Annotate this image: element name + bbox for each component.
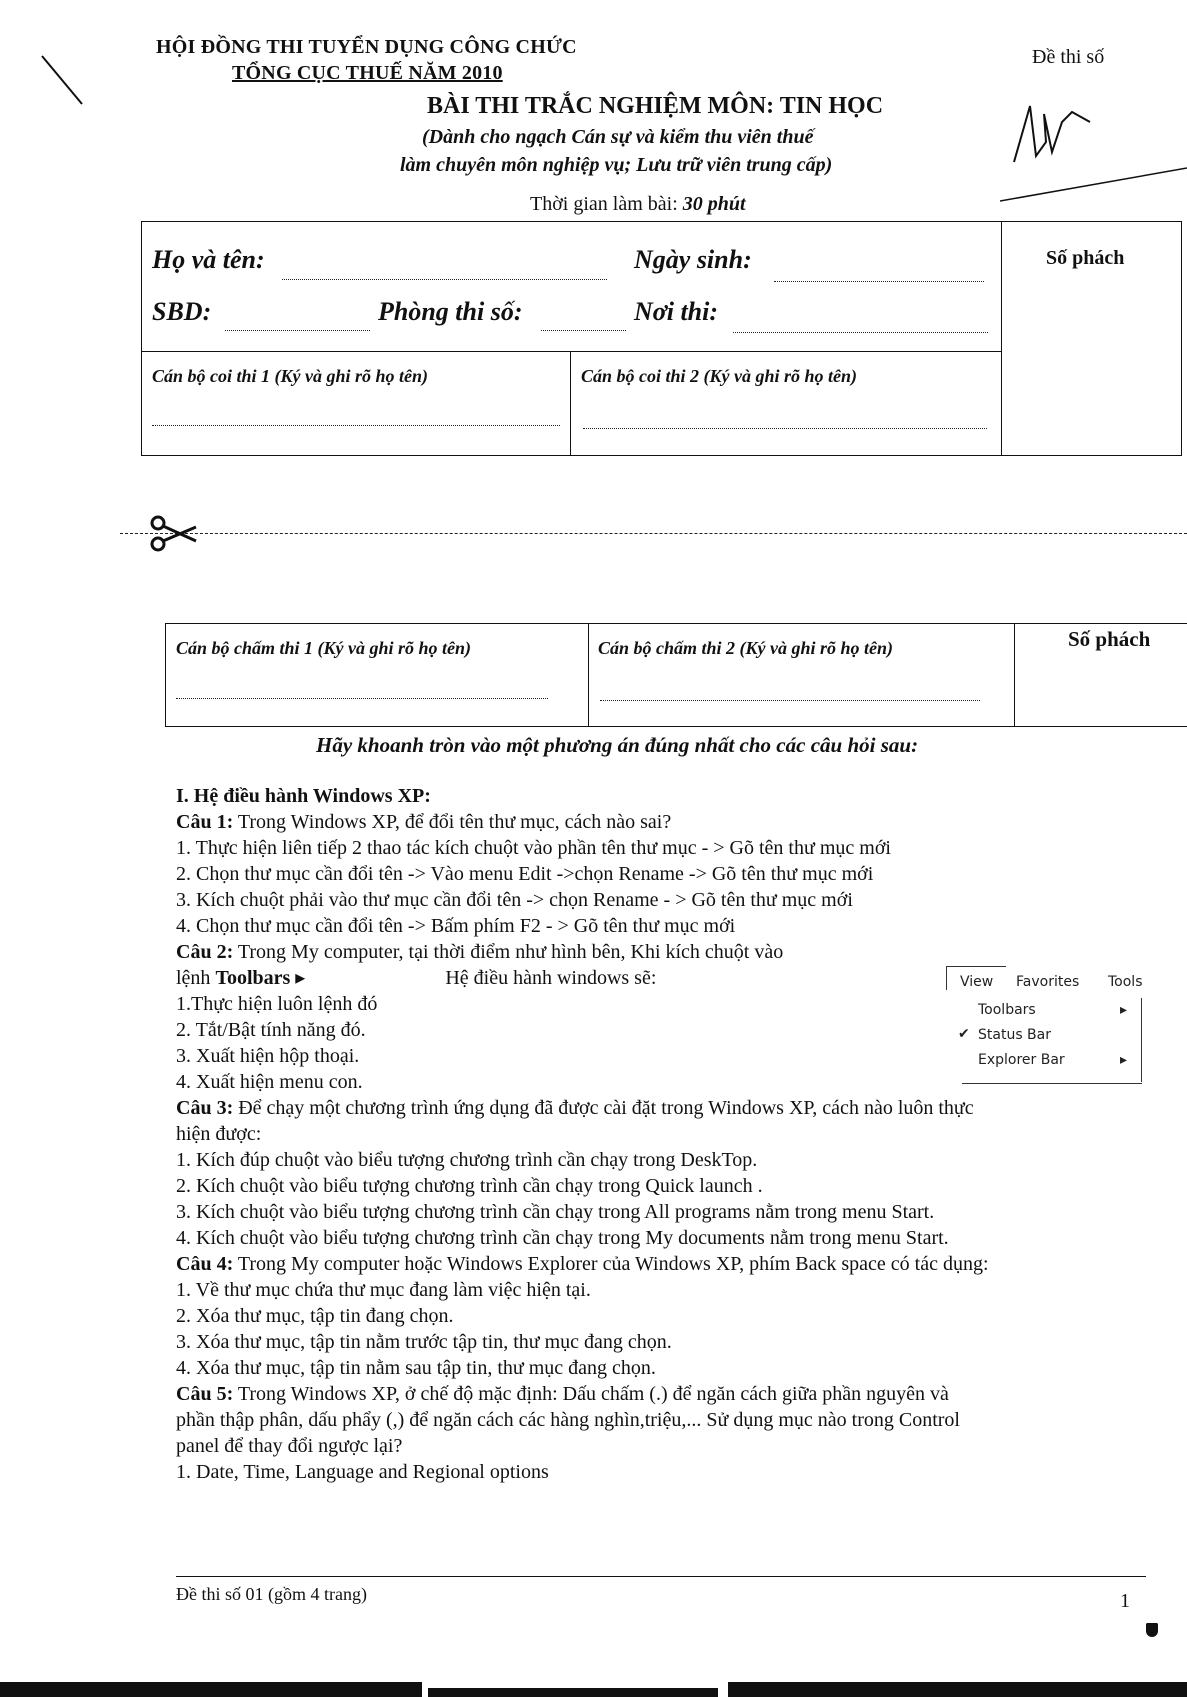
- menu-item-toolbars[interactable]: Toolbars: [978, 1002, 1036, 1018]
- question-4-label: Câu 4:: [176, 1253, 234, 1275]
- signature-mark: [1000, 92, 1187, 207]
- menu-favorites[interactable]: Favorites: [1016, 974, 1080, 990]
- menu-tools[interactable]: Tools: [1108, 974, 1143, 990]
- question-2-text-prefix: lệnh: [176, 967, 216, 989]
- room-field[interactable]: [541, 330, 626, 331]
- grader-2-label: Cán bộ chấm thi 2 (Ký và ghi rõ họ tên): [598, 638, 894, 658]
- question-3-text: Để chạy một chương trình ứng dụng đã được cài đặt trong Windows XP, cách nào luôn thực: [233, 1097, 974, 1119]
- grader-1-signature-field[interactable]: [176, 698, 548, 699]
- dob-label: Ngày sinh:: [634, 245, 752, 274]
- question-4-option-3[interactable]: 3. Xóa thư mục, tập tin nằm trước tập tin, thư mục đang chọn.: [176, 1331, 672, 1353]
- candidate-box-divider: [1001, 221, 1002, 456]
- question-5-option-1[interactable]: 1. Date, Time, Language and Regional options: [176, 1461, 549, 1483]
- question-5-text-line-3: panel để thay đổi ngược lại?: [176, 1435, 403, 1457]
- proctor-1-label: Cán bộ coi thi 1 (Ký và ghi rõ họ tên): [152, 366, 429, 386]
- dob-field[interactable]: [774, 281, 984, 282]
- name-label: Họ và tên:: [152, 245, 265, 274]
- submenu-bottom-edge: [962, 1083, 1142, 1084]
- question-2-label: Câu 2:: [176, 941, 234, 963]
- question-2-toolbars-command: Toolbars ▸: [215, 967, 306, 989]
- question-1: [176, 809, 989, 835]
- question-4: [176, 1251, 989, 1277]
- question-2-option-3[interactable]: 3. Xuất hiện hộp thoại.: [176, 1045, 360, 1067]
- exam-time-value: 30 phút: [682, 193, 746, 215]
- question-3-option-2[interactable]: 2. Kích chuột vào biểu tượng chương trình cần chạy trong Quick launch .: [176, 1175, 763, 1197]
- question-2-option-1[interactable]: 1.Thực hiện luôn lệnh đó: [176, 993, 378, 1015]
- question-2-text-suffix: Hệ điều hành windows sẽ:: [445, 967, 657, 989]
- exam-time: [530, 193, 746, 216]
- grader-1-label: Cán bộ chấm thi 1 (Ký và ghi rõ họ tên): [176, 638, 472, 658]
- exam-place-label: Nơi thi:: [634, 297, 719, 326]
- question-3-text-line-2: hiện được:: [176, 1123, 262, 1145]
- question-3-option-1[interactable]: 1. Kích đúp chuột vào biểu tượng chương trình cần chạy trong DeskTop.: [176, 1149, 758, 1171]
- menu-item-explorer-bar[interactable]: Explorer Bar: [978, 1052, 1065, 1068]
- question-5-text: Trong Windows XP, ở chế độ mặc định: Dấu chấm (.) để ngăn cách giữa phần nguyên và: [233, 1383, 949, 1405]
- grader-secret-divider: [1014, 623, 1015, 727]
- question-2-text: Trong My computer, tại thời điểm như hình bên, Khi kích chuột vào: [233, 941, 784, 963]
- scissors-icon: [148, 513, 200, 553]
- footer-exam-info: Đề thi số 01 (gồm 4 trang): [176, 1584, 367, 1604]
- exam-place-field[interactable]: [733, 332, 988, 333]
- question-2-text-line-2: [176, 965, 989, 991]
- scan-edge-block: [428, 1688, 718, 1697]
- candidate-box-row-divider: [141, 351, 1002, 352]
- sbd-label: SBD:: [152, 297, 212, 326]
- scan-mark: [38, 52, 88, 112]
- question-3: [176, 1095, 989, 1121]
- exam-subtitle-line-1: (Dành cho ngạch Cán sự và kiểm thu viên thuế: [422, 126, 814, 148]
- menu-screenshot: [946, 966, 1142, 1086]
- question-5-text-line-2: phần thập phân, dấu phẩy (,) để ngăn cách các hàng nghìn,triệu,... Sử dụng mục nào trong Control: [176, 1409, 960, 1431]
- toolbars-arrow-icon: ▸: [1120, 1002, 1128, 1018]
- exam-time-label: Thời gian làm bài:: [530, 193, 683, 215]
- instruction: Hãy khoanh tròn vào một phương án đúng nhất cho các câu hỏi sau:: [316, 733, 919, 757]
- menu-view[interactable]: View: [960, 974, 994, 990]
- footer-rule: [176, 1576, 1146, 1577]
- question-5-label: Câu 5:: [176, 1383, 234, 1405]
- council-line-1: HỘI ĐỒNG THI TUYỂN DỤNG CÔNG CHỨC: [156, 36, 577, 58]
- question-3-option-3[interactable]: 3. Kích chuột vào biểu tượng chương trình cần chạy trong All programs nằm trong menu Start.: [176, 1201, 935, 1223]
- menu-status-bar-check-icon: ✔: [958, 1026, 970, 1042]
- name-field[interactable]: [282, 279, 607, 280]
- question-4-option-4[interactable]: 4. Xóa thư mục, tập tin nằm sau tập tin, thư mục đang chọn.: [176, 1357, 656, 1379]
- question-2-option-2[interactable]: 2. Tắt/Bật tính năng đó.: [176, 1019, 366, 1041]
- question-2: [176, 939, 989, 965]
- menu-bar-top: [946, 966, 1006, 967]
- section-title: I. Hệ điều hành Windows XP:: [176, 785, 431, 807]
- cut-line: [120, 533, 1187, 534]
- grader-divider: [588, 623, 589, 727]
- secret-code-label: Số phách: [1046, 247, 1125, 269]
- grader-2-signature-field[interactable]: [600, 700, 980, 701]
- question-3-option-4[interactable]: 4. Kích chuột vào biểu tượng chương trình cần chạy trong My documents nằm trong menu Start.: [176, 1227, 949, 1249]
- question-4-option-2[interactable]: 2. Xóa thư mục, tập tin đang chọn.: [176, 1305, 454, 1327]
- question-3-label: Câu 3:: [176, 1097, 234, 1119]
- proctor-divider: [570, 351, 571, 456]
- question-4-text: Trong My computer hoặc Windows Explorer của Windows XP, phím Back space có tác dụng:: [233, 1253, 989, 1275]
- question-4-option-1[interactable]: 1. Về thư mục chứa thư mục đang làm việc hiện tại.: [176, 1279, 591, 1301]
- question-1-option-3[interactable]: 3. Kích chuột phải vào thư mục cần đổi tên -> chọn Rename - > Gõ tên thư mục mới: [176, 889, 853, 911]
- proctor-2-label: Cán bộ coi thi 2 (Ký và ghi rõ họ tên): [581, 366, 858, 386]
- question-1-option-4[interactable]: 4. Chọn thư mục cần đổi tên -> Bấm phím F2 - > Gõ tên thư mục mới: [176, 915, 736, 937]
- menu-item-status-bar[interactable]: Status Bar: [978, 1027, 1052, 1043]
- menu-bar-edge: [946, 966, 947, 990]
- exam-code-label: Đề thi số: [1032, 46, 1105, 68]
- page-number: 1: [1120, 1590, 1130, 1612]
- question-1-option-2[interactable]: 2. Chọn thư mục cần đổi tên -> Vào menu Edit ->chọn Rename -> Gõ tên thư mục mới: [176, 863, 874, 885]
- scan-speck: [1146, 1623, 1158, 1637]
- exam-subtitle-line-2: làm chuyên môn nghiệp vụ; Lưu trữ viên trung cấp): [400, 154, 833, 176]
- submenu-right-edge: [1141, 998, 1142, 1082]
- question-1-label: Câu 1:: [176, 811, 234, 833]
- proctor-2-signature-field[interactable]: [583, 428, 987, 429]
- explorer-bar-arrow-icon: ▸: [1120, 1052, 1128, 1068]
- council-line-2: TỔNG CỤC THUẾ NĂM 2010: [232, 62, 503, 84]
- proctor-1-signature-field[interactable]: [152, 425, 560, 426]
- question-1-option-1[interactable]: 1. Thực hiện liên tiếp 2 thao tác kích chuột vào phần tên thư mục - > Gõ tên thư mục mới: [176, 837, 891, 859]
- question-5: [176, 1381, 989, 1407]
- room-label: Phòng thi số:: [378, 297, 523, 326]
- grader-secret-code-label: Số phách: [1068, 627, 1151, 651]
- exam-title: BÀI THI TRẮC NGHIỆM MÔN: TIN HỌC: [427, 93, 884, 119]
- question-2-option-4[interactable]: 4. Xuất hiện menu con.: [176, 1071, 363, 1093]
- question-1-text: Trong Windows XP, để đổi tên thư mục, cách nào sai?: [233, 811, 672, 833]
- sbd-field[interactable]: [225, 330, 370, 331]
- questions-section: [176, 783, 989, 1485]
